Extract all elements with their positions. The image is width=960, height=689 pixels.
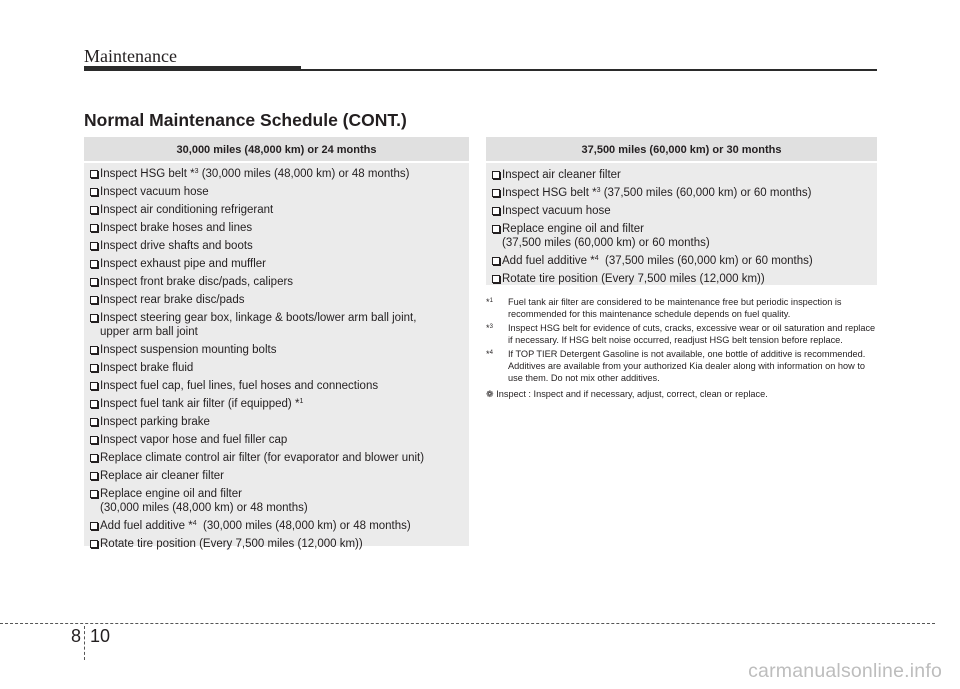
item-label: Inspect vapor hose and fuel filler cap [100, 434, 288, 446]
checklist-item-text [100, 487, 469, 501]
page-number-divider [84, 626, 85, 660]
checkbox-icon [492, 207, 500, 215]
checkbox-icon [90, 400, 98, 408]
footnote-ref: 4 [192, 520, 197, 527]
checklist-item [90, 293, 469, 307]
checklist-item-text [100, 311, 469, 325]
checklist-item [90, 519, 469, 533]
checklist-item-text [100, 451, 469, 465]
item-label: Inspect exhaust pipe and muffler [100, 258, 267, 270]
checklist [84, 163, 469, 551]
checklist-item [90, 257, 469, 271]
checkbox-icon [492, 275, 500, 283]
footnote-asterisk: * [486, 349, 490, 359]
checkbox-icon [90, 188, 98, 196]
item-label: Inspect vacuum hose [100, 186, 209, 198]
checkbox-icon [90, 206, 98, 214]
item-label: Inspect steering gear box, linkage & boots/lower arm ball joint, [100, 312, 417, 324]
item-label: Inspect front brake disc/pads, calipers [100, 276, 294, 288]
title-underline-accent [84, 66, 301, 71]
checklist-item [90, 537, 469, 551]
item-label: Inspect brake fluid [100, 362, 194, 374]
footnote-text: Inspect HSG belt for evidence of cuts, cracks, excessive wear or oil saturation and replace if necessary. If HSG belt noise occurred, readjust HSG belt tension before replace. [508, 323, 876, 345]
checklist-item [90, 275, 469, 289]
item-continuation: (30,000 miles (48,000 km) or 48 months) [100, 502, 308, 514]
item-label: Add fuel additive * [502, 255, 595, 267]
checkbox-icon [90, 522, 98, 530]
checkbox-icon [492, 189, 500, 197]
item-interval: (30,000 miles (48,000 km) or 48 months) [196, 520, 411, 532]
checklist-item [492, 186, 877, 200]
title-underline [301, 69, 877, 71]
checklist-item-text [100, 275, 469, 289]
schedule-header [84, 137, 469, 163]
footnote-mark [486, 322, 493, 334]
checklist-item [90, 167, 469, 181]
checklist-item-text [100, 293, 469, 307]
item-label: Replace climate control air filter (for evaporator and blower unit) [100, 452, 425, 464]
item-label: Rotate tire position (Every 7,500 miles (12,000 km)) [100, 538, 363, 550]
checkbox-icon [90, 418, 98, 426]
checklist-item [492, 168, 877, 182]
checklist-item [90, 311, 469, 339]
checklist-item [90, 185, 469, 199]
checklist-item [90, 397, 469, 411]
checklist-item-text [100, 415, 469, 429]
checklist-item [492, 254, 877, 268]
checkbox-icon [90, 242, 98, 250]
checklist-item [492, 204, 877, 218]
checklist-item-text [100, 221, 469, 235]
item-continuation: (37,500 miles (60,000 km) or 60 months) [502, 237, 710, 249]
item-label: Inspect HSG belt * [100, 168, 195, 180]
footnote-asterisk: * [486, 297, 490, 307]
footnote-text: If TOP TIER Detergent Gasoline is not available, one bottle of additive is recommended. Additives are available from your authorized Kia dealer along with information on how to use them. Do not mix other additives. [508, 349, 866, 383]
checkbox-icon [90, 540, 98, 548]
checklist-item-text [100, 361, 469, 375]
checklist-item-text [502, 168, 877, 182]
footnote-ref: 4 [594, 255, 599, 262]
checklist-item [90, 203, 469, 217]
checklist-item [90, 433, 469, 447]
checklist-item-text [100, 519, 469, 533]
schedule-header-text: 37,500 miles (60,000 km) or 30 months [581, 144, 782, 156]
footnotes [486, 296, 878, 400]
checklist-item [90, 379, 469, 393]
item-label: Inspect vacuum hose [502, 205, 611, 217]
checklist-item [492, 222, 877, 250]
checklist-item-text [100, 167, 469, 181]
item-label: Inspect parking brake [100, 416, 210, 428]
item-label: Rotate tire position (Every 7,500 miles (12,000 km)) [502, 273, 765, 285]
footnote-mark [486, 296, 493, 308]
checklist-item-text [502, 272, 877, 286]
checklist-item [90, 469, 469, 483]
footnote-ref: 1 [299, 398, 304, 405]
footnote-text: Fuel tank air filter are considered to be maintenance free but periodic inspection is recommended for this maintenance schedule depends on fuel quality. [508, 297, 842, 319]
checklist-item [90, 361, 469, 375]
checklist-item-text [100, 433, 469, 447]
footnote-number: 4 [489, 350, 493, 356]
checkbox-icon [90, 346, 98, 354]
footnote-asterisk: * [486, 323, 490, 333]
checkbox-icon [90, 278, 98, 286]
footnote [486, 296, 878, 320]
inspect-legend: ❁ Inspect : Inspect and if necessary, adjust, correct, clean or replace. [486, 389, 768, 399]
item-label: Inspect fuel cap, fuel lines, fuel hoses and connections [100, 380, 379, 392]
checkbox-icon [492, 257, 500, 265]
item-label: Replace air cleaner filter [100, 470, 225, 482]
item-label: Inspect suspension mounting bolts [100, 344, 277, 356]
checkbox-icon [492, 171, 500, 179]
checkbox-icon [90, 472, 98, 480]
item-interval: (37,500 miles (60,000 km) or 60 months) [598, 255, 813, 267]
checkbox-icon [90, 224, 98, 232]
checklist [486, 163, 877, 286]
checkbox-icon [90, 436, 98, 444]
footnote-mark [486, 348, 493, 360]
checklist-item [90, 415, 469, 429]
checkbox-icon [90, 260, 98, 268]
checklist-item-text [502, 254, 877, 268]
schedule-37500-miles [486, 137, 877, 285]
item-interval: (30,000 miles (48,000 km) or 48 months) [198, 168, 410, 180]
item-label: Inspect brake hoses and lines [100, 222, 253, 234]
checklist-item-text [502, 186, 877, 200]
checkbox-icon [90, 454, 98, 462]
item-label: Inspect rear brake disc/pads [100, 294, 245, 306]
footnote-ref: 3 [596, 187, 601, 194]
checklist-item-text [502, 204, 877, 218]
item-label: Inspect air cleaner filter [502, 169, 621, 181]
item-label: Replace engine oil and filter [502, 223, 644, 235]
checkbox-icon [90, 364, 98, 372]
checklist-item [492, 272, 877, 286]
schedule-header [486, 137, 877, 163]
checklist-item-text [100, 203, 469, 217]
checklist-item [90, 239, 469, 253]
item-label: Inspect HSG belt * [502, 187, 597, 199]
checklist-item-text [100, 239, 469, 253]
schedule-30000-miles [84, 137, 469, 550]
checklist-item-text [100, 343, 469, 357]
checklist-item-text [100, 469, 469, 483]
checklist-item [90, 343, 469, 357]
checklist-item [90, 487, 469, 515]
checkbox-icon [492, 225, 500, 233]
checklist-item-text [100, 257, 469, 271]
item-interval: (37,500 miles (60,000 km) or 60 months) [600, 187, 812, 199]
chapter-number: 8 [71, 626, 82, 646]
footnote [486, 348, 878, 384]
item-label: Inspect drive shafts and boots [100, 240, 253, 252]
checkbox-icon [90, 170, 98, 178]
item-continuation: upper arm ball joint [100, 326, 198, 338]
schedule-header-text: 30,000 miles (48,000 km) or 24 months [176, 144, 377, 156]
watermark: carmanualsonline.info [748, 660, 942, 682]
item-label: Inspect air conditioning refrigerant [100, 204, 274, 216]
checklist-item [90, 451, 469, 465]
footnote-number: 1 [489, 298, 493, 304]
checkbox-icon [90, 382, 98, 390]
footer-divider [0, 623, 935, 624]
footnote-ref: 3 [194, 168, 199, 175]
checklist-item [90, 221, 469, 235]
item-label: Replace engine oil and filter [100, 488, 242, 500]
page-number: 10 [90, 626, 111, 646]
footnote [486, 322, 878, 346]
footnote-number: 3 [489, 324, 493, 330]
checkbox-icon [90, 314, 98, 322]
section-title: Maintenance [84, 46, 177, 66]
page-heading: Normal Maintenance Schedule (CONT.) [84, 110, 407, 130]
checkbox-icon [90, 296, 98, 304]
checklist-item-text [100, 537, 469, 551]
checkbox-icon [90, 490, 98, 498]
checklist-item-text [100, 185, 469, 199]
checklist-item-text [502, 222, 877, 236]
checklist-item-text [100, 379, 469, 393]
item-label: Add fuel additive * [100, 520, 193, 532]
checklist-item-text [100, 397, 469, 411]
item-label: Inspect fuel tank air filter (if equipped) * [100, 398, 300, 410]
